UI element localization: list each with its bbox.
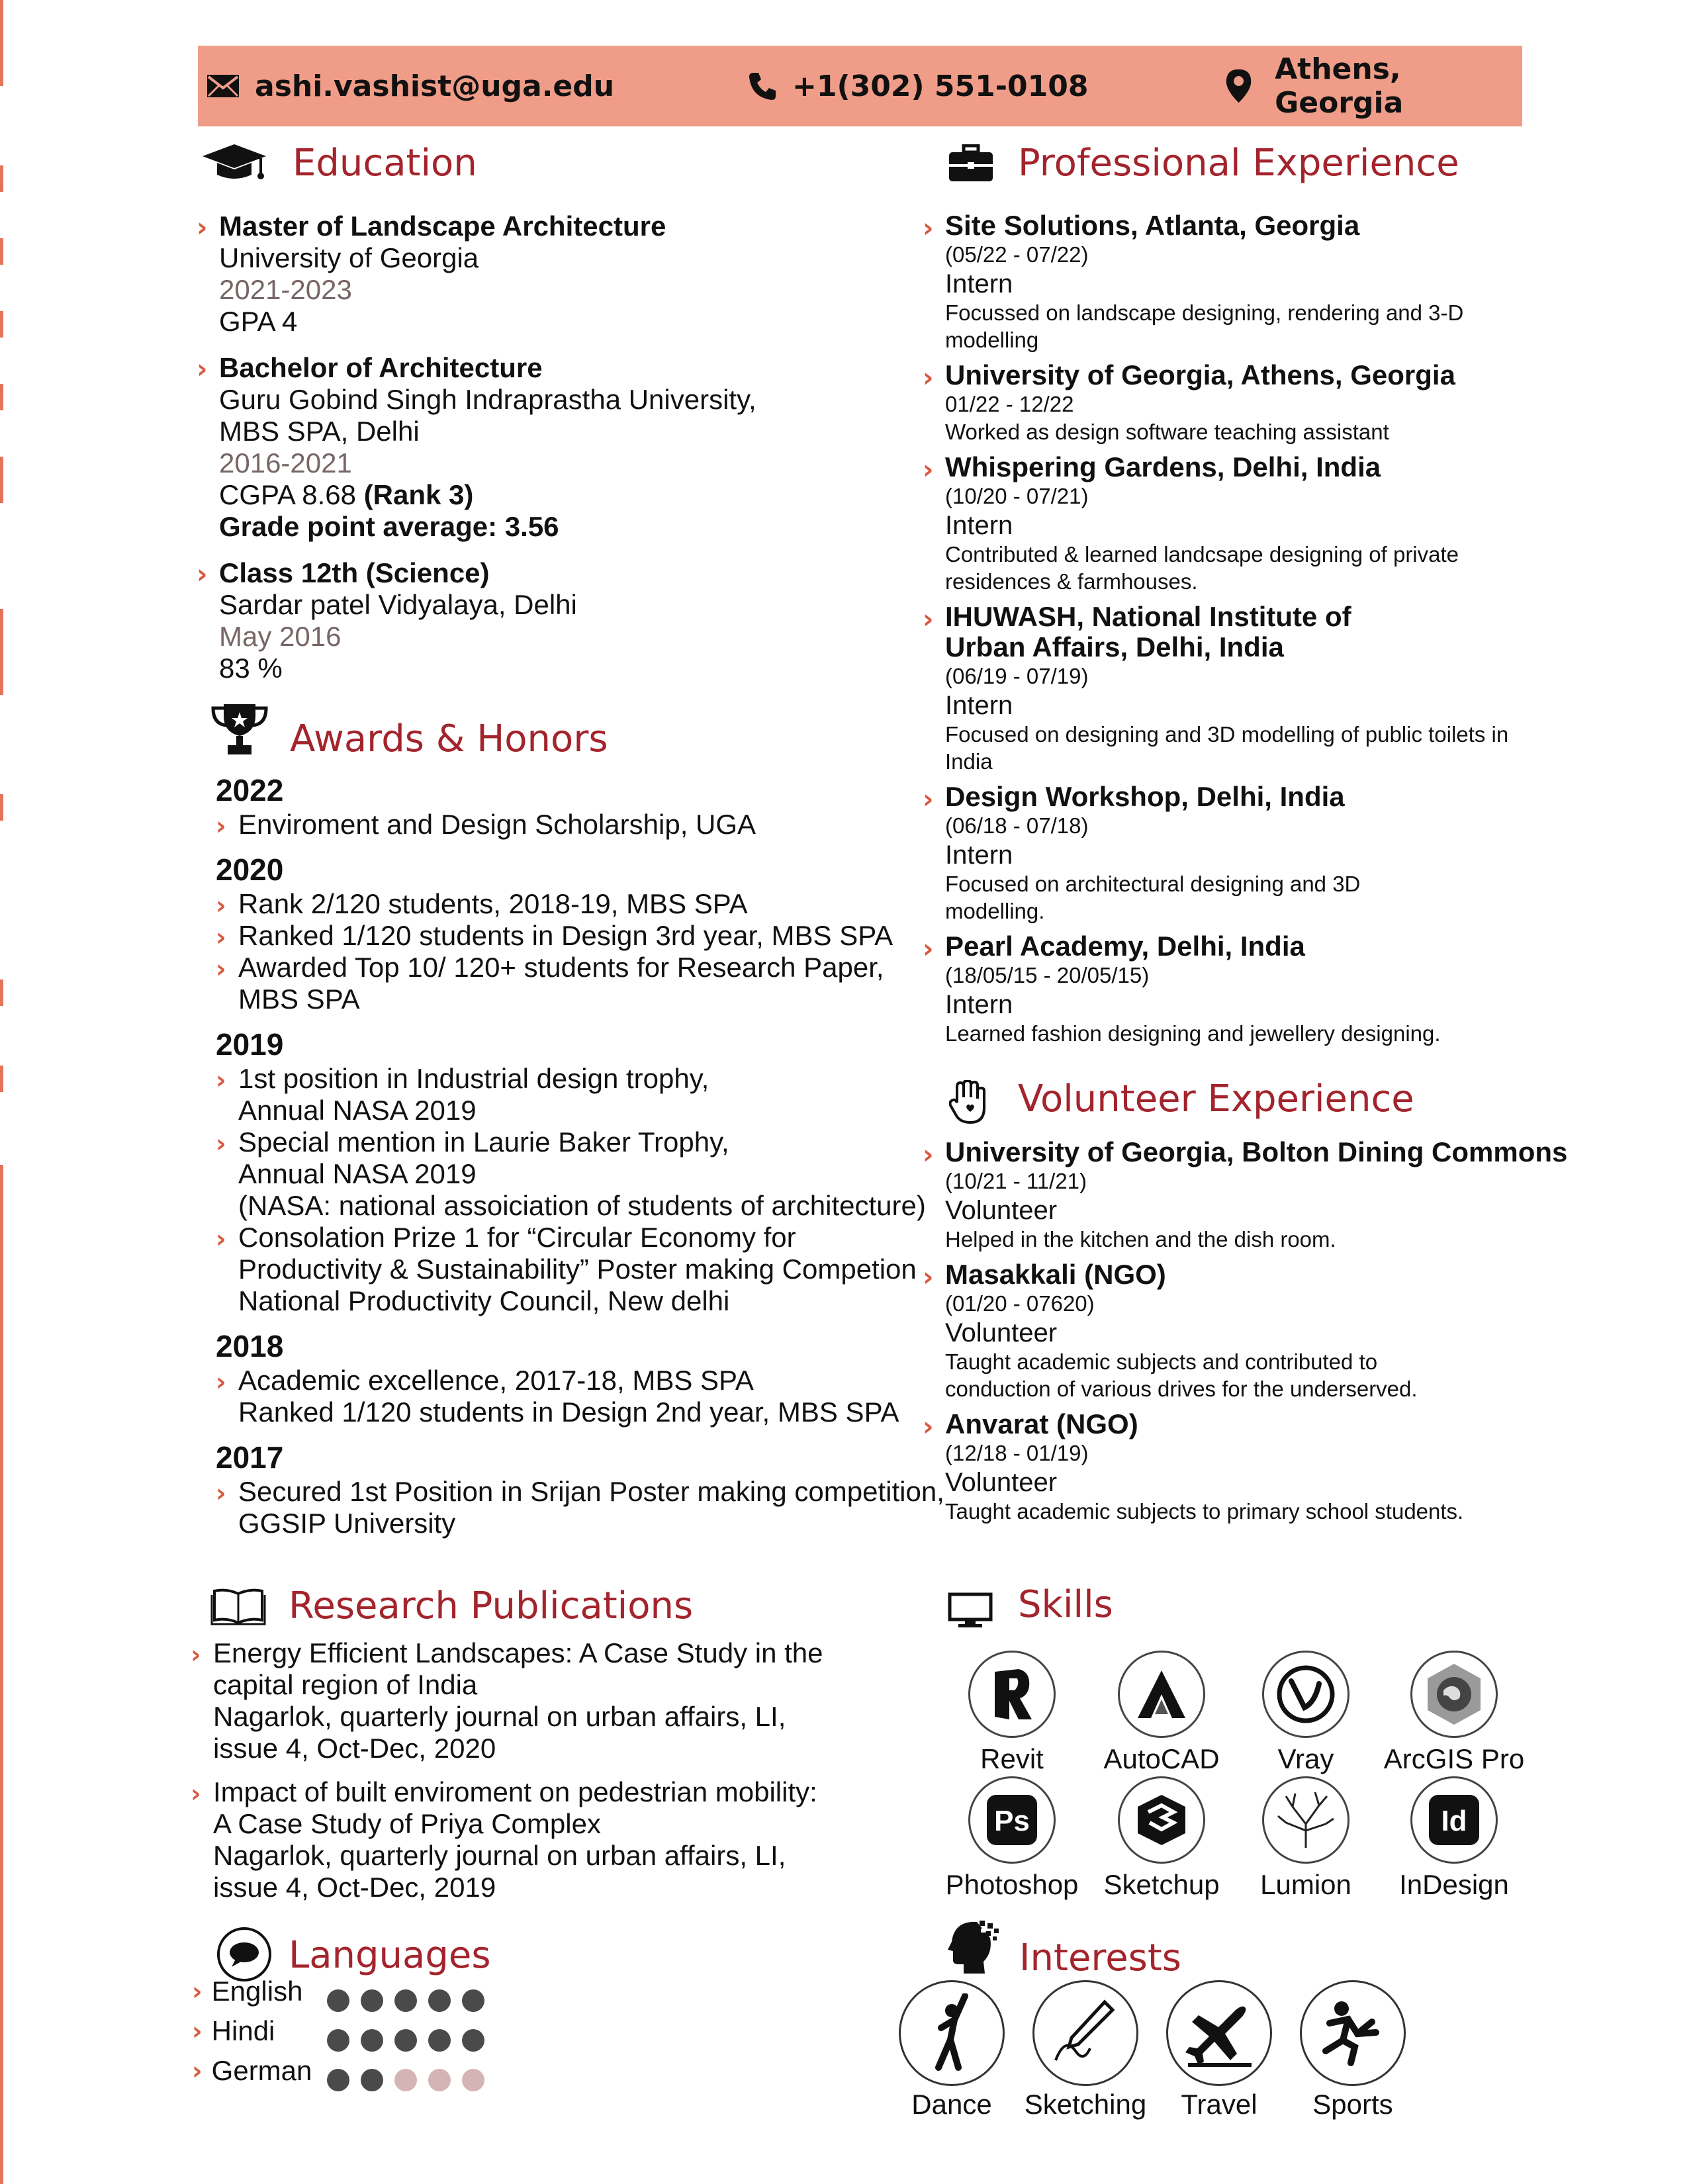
award-year: 2020 xyxy=(216,852,284,887)
award-year: 2017 xyxy=(216,1440,284,1475)
award-text: (NASA: national assoiciation of students of architecture) xyxy=(238,1190,926,1221)
rank: (Rank 3) xyxy=(363,479,474,510)
role: Volunteer xyxy=(945,1196,1058,1225)
skills-title: Skills xyxy=(1018,1583,1113,1626)
award-text: Productivity & Sustainability” Poster making Competion xyxy=(238,1253,917,1285)
role: Intern xyxy=(945,841,1013,870)
language-name: Hindi xyxy=(211,2015,275,2046)
skill-name: InDesign xyxy=(1399,1869,1509,1900)
experience-entry xyxy=(923,931,1584,1047)
degree: Class 12th (Science) xyxy=(219,557,490,588)
description: Taught academic subjects to primary school students. xyxy=(945,1499,1464,1524)
experience-entry xyxy=(923,360,1584,445)
dot-empty xyxy=(394,2069,417,2091)
monitor-icon xyxy=(948,1592,993,1628)
volunteer-entry xyxy=(923,1259,1584,1402)
award-year: 2022 xyxy=(216,773,284,807)
email-text: ashi.vashist@uga.edu xyxy=(255,69,615,103)
volunteer-experience-title: Volunteer Experience xyxy=(1018,1077,1414,1120)
description: Learned fashion designing and jewellery designing. xyxy=(945,1021,1441,1046)
organization: Anvarat (NGO) xyxy=(945,1408,1138,1439)
phone-contact[interactable] xyxy=(747,46,1088,126)
autocad-icon xyxy=(1118,1651,1205,1738)
dates: (06/18 - 07/18) xyxy=(945,813,1089,838)
awards-title: Awards & Honors xyxy=(290,717,608,760)
chevron-right-icon: › xyxy=(216,923,226,952)
award-text: Academic excellence, 2017-18, MBS SPA xyxy=(238,1365,754,1396)
skill-item xyxy=(936,1651,1088,1775)
award-text: Enviroment and Design Scholarship, UGA xyxy=(238,809,756,840)
interest-item xyxy=(1153,1980,1285,2120)
years: 2021-2023 xyxy=(219,274,352,305)
skill-name: Revit xyxy=(980,1743,1044,1774)
award-text: GGSIP University xyxy=(238,1508,456,1539)
vray-icon xyxy=(1262,1651,1349,1738)
role: Intern xyxy=(945,269,1013,298)
interest-item xyxy=(1019,1980,1152,2120)
organization: Urban Affairs, Delhi, India xyxy=(945,631,1284,662)
dot-filled xyxy=(462,2029,484,2052)
proficiency-dots xyxy=(327,1989,496,2012)
sports-icon xyxy=(1300,1980,1406,2086)
dot-filled xyxy=(462,1989,484,2012)
description: Taught academic subjects and contributed to xyxy=(945,1349,1378,1374)
award-text: Rank 2/120 students, 2018-19, MBS SPA xyxy=(238,888,748,919)
role: Volunteer xyxy=(945,1318,1058,1347)
years: 2016-2021 xyxy=(219,447,352,478)
description: India xyxy=(945,749,993,774)
open-book-icon xyxy=(210,1587,266,1627)
award-item xyxy=(216,1476,944,1539)
skill-name: Photoshop xyxy=(945,1869,1079,1900)
dot-filled xyxy=(428,1989,451,2012)
dot-filled xyxy=(361,1989,383,2012)
award-item xyxy=(216,920,944,952)
skill-item xyxy=(1378,1776,1530,1901)
award-item xyxy=(216,1063,944,1126)
interest-item xyxy=(1287,1980,1419,2120)
trophy-icon xyxy=(209,702,270,757)
dot-filled xyxy=(394,2029,417,2052)
role: Volunteer xyxy=(945,1468,1058,1497)
chevron-right-icon: › xyxy=(216,1224,226,1253)
experience-entry xyxy=(923,210,1584,353)
skill-item xyxy=(1378,1651,1530,1775)
experience-entry xyxy=(923,602,1584,775)
education-entry-bachelors xyxy=(197,352,891,543)
chevron-right-icon: › xyxy=(197,354,208,385)
skill-name: ArcGIS Pro xyxy=(1383,1743,1525,1774)
brain-head-icon xyxy=(946,1919,1001,1975)
chevron-right-icon: › xyxy=(216,1479,226,1508)
dates: (12/18 - 01/19) xyxy=(945,1441,1089,1465)
dot-filled xyxy=(327,2069,349,2091)
description: modelling. xyxy=(945,899,1045,923)
chevron-right-icon: › xyxy=(923,363,934,393)
contact-bar xyxy=(198,46,1522,126)
description: Focused on designing and 3D modelling of public toilets in xyxy=(945,722,1509,747)
lumion-icon xyxy=(1262,1776,1349,1864)
dates: (18/05/15 - 20/05/15) xyxy=(945,963,1150,987)
dates: 01/22 - 12/22 xyxy=(945,392,1074,416)
briefcase-icon xyxy=(948,144,994,183)
degree: Bachelor of Architecture xyxy=(219,352,543,383)
revit-icon xyxy=(968,1651,1056,1738)
description: Focussed on landscape designing, rendering and 3-D xyxy=(945,300,1464,325)
interest-name: Dance xyxy=(911,2089,992,2120)
photoshop-icon xyxy=(968,1776,1056,1864)
award-item xyxy=(216,888,944,920)
award-item xyxy=(216,1365,944,1428)
interest-name: Travel xyxy=(1181,2089,1257,2120)
chevron-right-icon: › xyxy=(923,1262,934,1293)
award-text: Annual NASA 2019 xyxy=(238,1158,477,1189)
chevron-right-icon: › xyxy=(923,1412,934,1442)
skill-item xyxy=(1085,1651,1238,1775)
organization: Design Workshop, Delhi, India xyxy=(945,781,1345,812)
chevron-right-icon: › xyxy=(923,604,934,635)
description: Helped in the kitchen and the dish room. xyxy=(945,1227,1336,1251)
email-contact[interactable] xyxy=(206,46,614,126)
research-title: Research Publications xyxy=(289,1584,694,1627)
role: Intern xyxy=(945,990,1013,1019)
proficiency-dots xyxy=(327,2029,496,2052)
award-text: 1st position in Industrial design trophy, xyxy=(238,1063,709,1094)
chevron-right-icon: › xyxy=(197,212,208,243)
chevron-right-icon: › xyxy=(192,1977,203,2006)
organization: IHUWASH, National Institute of xyxy=(945,601,1351,632)
awards-list xyxy=(216,761,944,1539)
education-title: Education xyxy=(293,142,477,185)
phone-icon xyxy=(747,71,778,101)
speech-bubble-icon xyxy=(216,1926,273,1983)
award-text: MBS SPA xyxy=(238,983,360,1015)
sketchup-icon xyxy=(1118,1776,1205,1864)
award-text: National Productivity Council, New delhi xyxy=(238,1285,730,1316)
publication-item: › Energy Efficient Landscapes: A Case Study in the capital region of India Nagarlok, quarterly journal on urban affairs, LI, issue 4, Oct-Dec, 2020 xyxy=(191,1637,823,1764)
award-item xyxy=(216,1126,944,1222)
organization: University of Georgia, Athens, Georgia xyxy=(945,359,1455,390)
dates: (06/19 - 07/19) xyxy=(945,664,1089,688)
volunteer-entry xyxy=(923,1137,1584,1253)
envelope-icon xyxy=(206,73,240,99)
school: Guru Gobind Singh Indraprastha University, xyxy=(219,384,756,415)
volunteer-hand-icon xyxy=(949,1080,987,1125)
sketching-icon xyxy=(1032,1980,1138,2086)
language-row xyxy=(192,2015,275,2047)
chevron-right-icon: › xyxy=(923,784,934,815)
language-row xyxy=(192,1976,302,2007)
award-text: Annual NASA 2019 xyxy=(238,1095,477,1126)
skill-name: AutoCAD xyxy=(1103,1743,1220,1774)
language-name: German xyxy=(211,2055,312,2086)
dot-filled xyxy=(361,2069,383,2091)
description: Focused on architectural designing and 3D xyxy=(945,872,1361,896)
organization: Site Solutions, Atlanta, Georgia xyxy=(945,210,1360,241)
dot-filled xyxy=(428,2029,451,2052)
description: Worked as design software teaching assistant xyxy=(945,420,1389,444)
skill-name: Vray xyxy=(1277,1743,1334,1774)
interest-item xyxy=(886,1980,1018,2120)
research-list xyxy=(191,1637,892,1915)
dance-icon xyxy=(899,1980,1005,2086)
interests-title: Interests xyxy=(1019,1936,1181,1979)
chevron-right-icon: › xyxy=(197,559,208,590)
skill-name: Sketchup xyxy=(1103,1869,1220,1900)
dot-filled xyxy=(394,1989,417,2012)
chevron-right-icon: › xyxy=(216,811,226,841)
chevron-right-icon: › xyxy=(923,934,934,964)
organization: Pearl Academy, Delhi, India xyxy=(945,931,1305,962)
award-text: Consolation Prize 1 for “Circular Economy for xyxy=(238,1222,796,1253)
years: May 2016 xyxy=(219,621,342,652)
svg-text:Ps: Ps xyxy=(994,1805,1030,1837)
award-text: Secured 1st Position in Srijan Poster making competition, xyxy=(238,1476,944,1507)
cgpa: CGPA 8.68 xyxy=(219,479,357,510)
language-row xyxy=(192,2055,312,2087)
chevron-right-icon: › xyxy=(216,1129,226,1158)
description: modelling xyxy=(945,328,1039,352)
organization: University of Georgia, Bolton Dining Commons xyxy=(945,1136,1568,1167)
language-name: English xyxy=(211,1976,303,2007)
indesign-icon xyxy=(1410,1776,1498,1864)
dates: (05/22 - 07/22) xyxy=(945,242,1089,267)
description: Contributed & learned landcsape designing of private xyxy=(945,542,1459,567)
volunteer-entry xyxy=(923,1409,1584,1525)
award-text: Awarded Top 10/ 120+ students for Research Paper, xyxy=(238,952,884,983)
score: 83 % xyxy=(219,653,283,684)
skill-item xyxy=(1085,1776,1238,1901)
publication-item: › Impact of built enviroment on pedestrian mobility: A Case Study of Priya Complex Nagarlok, quarterly journal on urban affairs, LI, issue 4, Oct-Dec, 2019 xyxy=(191,1776,817,1903)
award-item xyxy=(216,1222,944,1317)
location-contact xyxy=(1225,46,1522,126)
award-item xyxy=(216,952,944,1015)
chevron-right-icon: › xyxy=(216,891,226,920)
experience-entry xyxy=(923,782,1584,925)
interest-name: Sketching xyxy=(1024,2089,1147,2120)
education-entry-masters xyxy=(197,210,891,338)
chevron-right-icon: › xyxy=(923,455,934,485)
award-text: Ranked 1/120 students in Design 3rd year, MBS SPA xyxy=(238,920,893,951)
chevron-right-icon: › xyxy=(923,1140,934,1170)
education-list xyxy=(197,210,891,699)
award-text: Ranked 1/120 students in Design 2nd year, MBS SPA xyxy=(238,1396,899,1428)
gpa: GPA 4 xyxy=(219,306,298,337)
travel-icon xyxy=(1166,1980,1272,2086)
dates: (10/21 - 11/21) xyxy=(945,1169,1087,1193)
chevron-right-icon: › xyxy=(923,213,934,244)
dot-filled xyxy=(361,2029,383,2052)
award-year: 2018 xyxy=(216,1329,284,1363)
school: Sardar patel Vidyalaya, Delhi xyxy=(219,589,577,620)
professional-experience-list xyxy=(923,210,1584,1054)
dot-filled xyxy=(327,1989,349,2012)
chevron-right-icon: › xyxy=(216,954,226,983)
school: University of Georgia xyxy=(219,242,479,273)
chevron-right-icon: › xyxy=(191,1640,201,1669)
dot-empty xyxy=(428,2069,451,2091)
volunteer-experience-list xyxy=(923,1137,1584,1531)
education-entry-class-12 xyxy=(197,557,891,684)
degree: Master of Landscape Architecture xyxy=(219,210,666,242)
description: residences & farmhouses. xyxy=(945,569,1198,594)
award-item xyxy=(216,809,944,841)
dates: (01/20 - 07620) xyxy=(945,1291,1095,1316)
role: Intern xyxy=(945,691,1013,720)
skill-item xyxy=(1230,1651,1382,1775)
dot-filled xyxy=(327,2029,349,2052)
skill-name: Lumion xyxy=(1260,1869,1351,1900)
award-year: 2019 xyxy=(216,1027,284,1062)
arcgis-icon xyxy=(1410,1651,1498,1738)
award-text: Special mention in Laurie Baker Trophy, xyxy=(238,1126,729,1158)
chevron-right-icon: › xyxy=(192,2056,203,2085)
experience-entry xyxy=(923,452,1584,595)
location-pin-icon xyxy=(1225,67,1252,105)
organization: Whispering Gardens, Delhi, India xyxy=(945,451,1381,482)
chevron-right-icon: › xyxy=(191,1779,201,1808)
dates: (10/20 - 07/21) xyxy=(945,484,1089,508)
organization: Masakkali (NGO) xyxy=(945,1259,1166,1290)
location-text: Athens, Georgia xyxy=(1275,52,1404,120)
chevron-right-icon: › xyxy=(192,2017,203,2046)
chevron-right-icon: › xyxy=(216,1066,226,1095)
chevron-right-icon: › xyxy=(216,1367,226,1396)
svg-text:Id: Id xyxy=(1441,1805,1467,1837)
professional-experience-title: Professional Experience xyxy=(1018,142,1459,185)
grade-point-average: Grade point average: 3.56 xyxy=(219,511,559,542)
dot-empty xyxy=(462,2069,484,2091)
phone-text: +1(302) 551-0108 xyxy=(792,69,1089,103)
graduation-cap-icon xyxy=(201,142,267,184)
school-line-2: MBS SPA, Delhi xyxy=(219,416,420,447)
role: Intern xyxy=(945,511,1013,540)
skill-item xyxy=(936,1776,1088,1901)
languages-title: Languages xyxy=(289,1934,491,1977)
interest-name: Sports xyxy=(1312,2089,1393,2120)
description: conduction of various drives for the underserved. xyxy=(945,1377,1418,1401)
skill-item xyxy=(1230,1776,1382,1901)
page-edge-marks xyxy=(0,0,4,2184)
proficiency-dots xyxy=(327,2069,496,2091)
